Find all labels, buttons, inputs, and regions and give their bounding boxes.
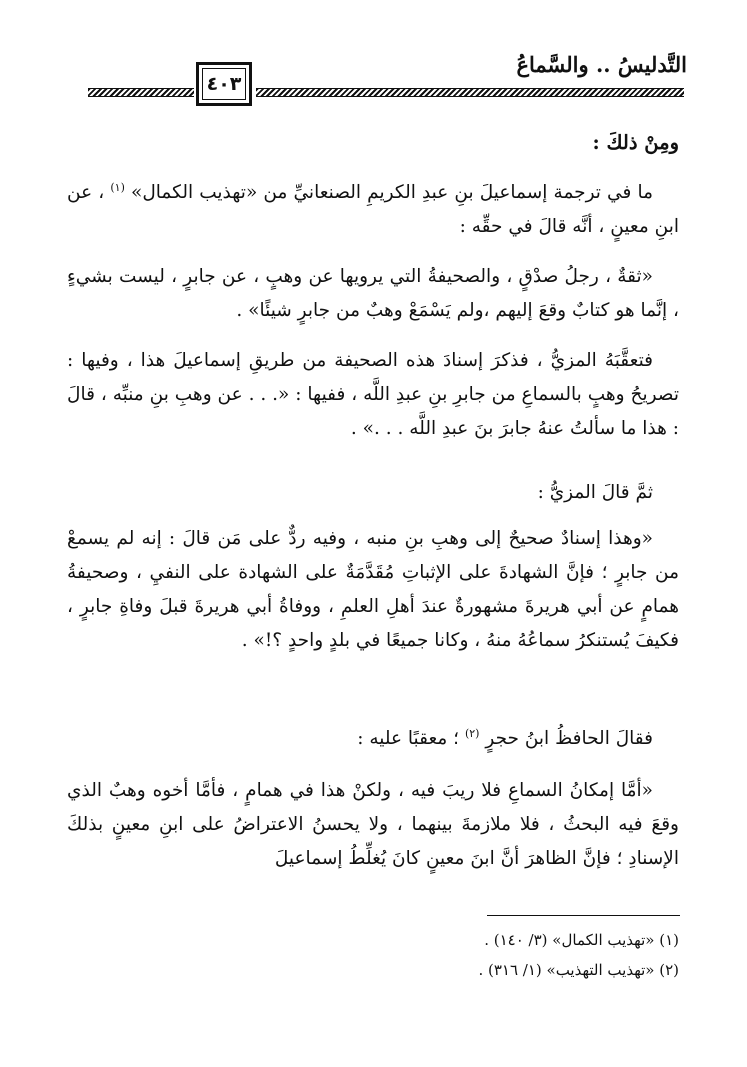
paragraph-1-tail: ، عن ابنِ معينٍ ، أنَّه قالَ في حقِّه :: [67, 182, 679, 237]
paragraph-4-text: فقالَ الحافظُ ابنُ حجرٍ: [485, 728, 653, 749]
footnotes: [67, 925, 679, 985]
running-header-title: التَّدليسُ .. والسَّماعُ: [516, 52, 687, 77]
page-number: ٤٠٣: [196, 62, 252, 106]
paragraph-2: فتعقَّبَهُ المزيُّ ، فذكرَ إسنادَ هذه الصحيفة من طريقِ إسماعيلَ هذا ، وفيها : تصريحُ وهبٍ بالسماعِ من جابرِ بنِ عبدِ اللَّه ، ففيها : «. . . عن وهبِ بنِ منبِّه ، قالَ : هذا ما سألتُ عنهُ جابرَ بنَ عبدِ اللَّه . . .» .: [67, 350, 679, 439]
quote-ibn-hajar: «أمَّا إمكانُ السماعِ فلا ريبَ فيه ، ولكنْ هذا في همامٍ ، فأمَّا أخوه وهبٌ الذي وقعَ فيه البحثُ ، فلا ملازمةَ بينهما ، ولا يحسنُ الاعتراضُ على ابنِ معينٍ بذلكَ الإسنادِ ؛ فإنَّ الظاهرَ أنَّ ابنَ معينٍ كانَ يُغلِّطُ إسماعيلَ: [67, 780, 679, 869]
quote-mizzi: «وهذا إسنادٌ صحيحٌ إلى وهبِ بنِ منبه ، وفيه ردٌّ على مَن قالَ : إنه لم يسمعْ من جابرٍ ؛ فإنَّ الشهادةَ على الإثباتِ مُقَدَّمَةٌ على الشهادة على النفيِ ، وصحيفةُ همامٍ عن أبي هريرةَ مشهورةٌ عندَ أهلِ العلمِ ، ووفاةُ أبي هريرةَ قبلَ وفاةِ جابرٍ ، فكيفَ يُستنكرُ سماعُهُ منهُ ، وكانا جميعًا في بلدٍ واحدٍ ؟!» .: [67, 528, 679, 651]
paragraph-3: ثمَّ قالَ المزيُّ :: [537, 482, 653, 503]
quote-ibn-maeen: «ثقةٌ ، رجلُ صدْقٍ ، والصحيفةُ التي يرويها عن وهبٍ ، عن جابرٍ ، ليست بشيءٍ ، إنَّما هو كتابٌ وقعَ إليهم ،ولم يَسْمَعْ وهبٌ من جابرٍ شيئًا» .: [67, 266, 679, 321]
paragraph-1: [67, 176, 679, 244]
paragraph-4: [67, 722, 679, 756]
paragraph-4-tail: ؛ معقبًا عليه :: [357, 728, 460, 749]
footnote-ref-1: (١): [110, 180, 125, 194]
header-rule-right: [256, 88, 684, 97]
footnote-1: (١) «تهذيب الكمال» (٣/ ١٤٠) .: [484, 931, 679, 949]
paragraph-1-text: ما في ترجمة إسماعيلَ بنِ عبدِ الكريمِ الصنعانيِّ من «تهذيب الكمال»: [131, 182, 654, 203]
header-rule-left: [88, 88, 194, 97]
footnote-2: (٢) «تهذيب التهذيب» (١/ ٣١٦) .: [478, 961, 679, 979]
section-heading: ومِنْ ذلكَ :: [592, 131, 679, 154]
footnote-separator: [487, 915, 680, 916]
footnote-ref-2: (٢): [464, 726, 480, 740]
